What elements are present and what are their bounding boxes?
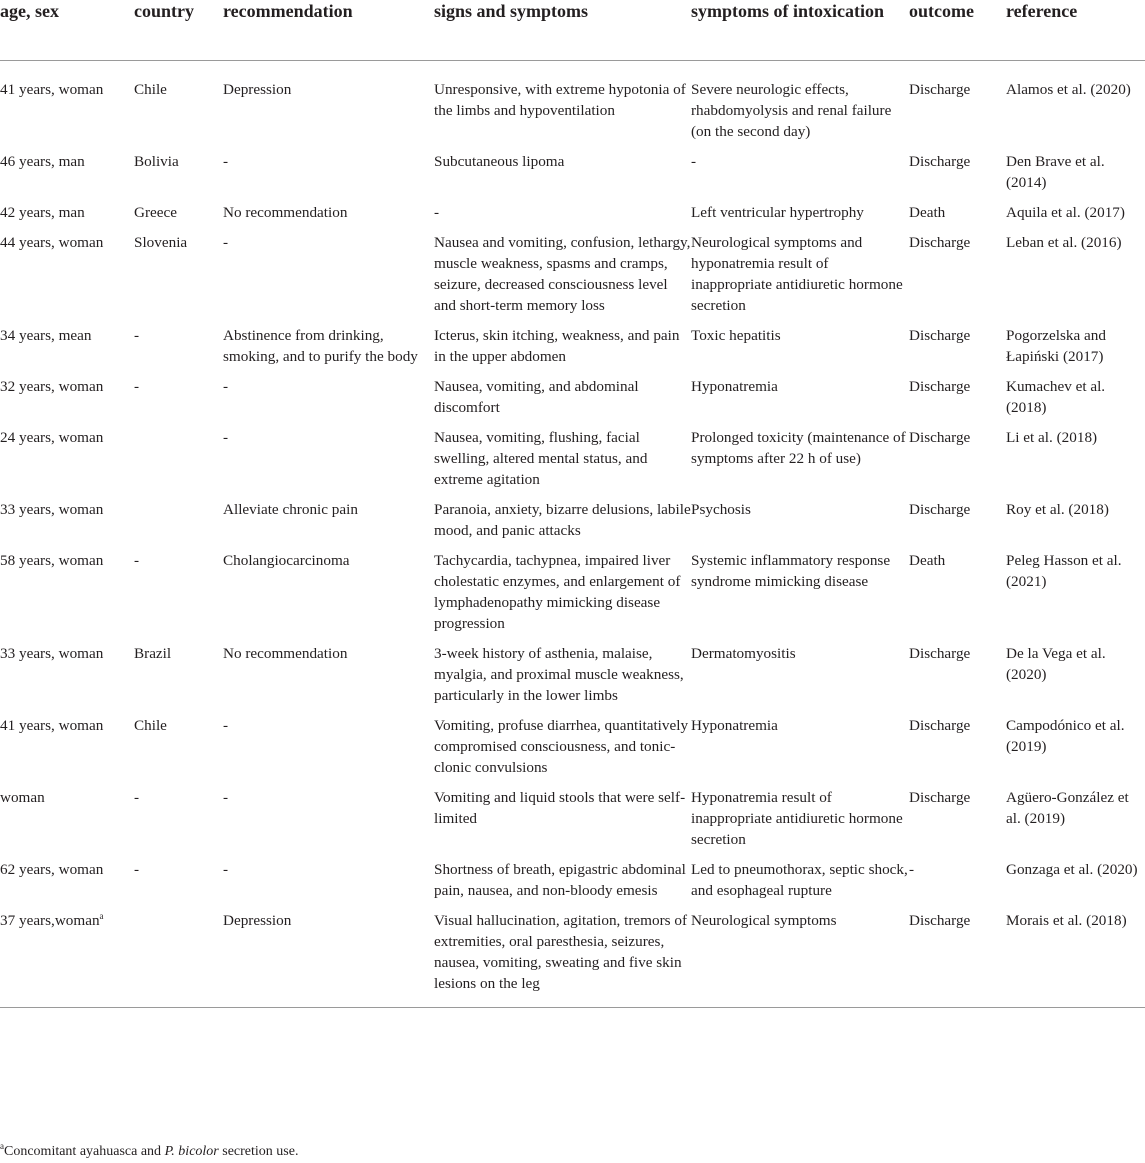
table-row xyxy=(0,715,1145,787)
cell-age-sex xyxy=(0,550,134,643)
cell-signs-symptoms-text: Vomiting and liquid stools that were self-limited xyxy=(434,788,686,827)
cell-intoxication-text: Toxic hepatitis xyxy=(691,326,781,344)
header-country: country xyxy=(134,0,223,60)
cell-country-text: Chile xyxy=(134,80,167,98)
cell-country-text: - xyxy=(134,551,140,569)
cell-reference xyxy=(1006,859,1145,910)
cell-reference-text: Den Brave et al. (2014) xyxy=(1006,152,1105,191)
cell-outcome-text: - xyxy=(909,860,915,878)
cell-intoxication xyxy=(691,787,909,859)
table-header xyxy=(0,0,1145,60)
cell-age-sex xyxy=(0,151,134,202)
cell-reference xyxy=(1006,151,1145,202)
cell-country-text: - xyxy=(134,788,140,806)
header-reference: reference xyxy=(1006,0,1145,60)
cell-signs-symptoms xyxy=(434,499,691,550)
cell-age-sex-text: 33 years, woman xyxy=(0,500,104,518)
cell-intoxication-text: Psychosis xyxy=(691,500,751,518)
cell-outcome-text: Death xyxy=(909,551,946,569)
cell-age-sex-text: 41 years, woman xyxy=(0,716,104,734)
cell-outcome-text: Discharge xyxy=(909,500,971,518)
cell-outcome xyxy=(909,787,1006,859)
cell-age-sex xyxy=(0,427,134,499)
table-row xyxy=(0,787,1145,859)
cell-signs-symptoms xyxy=(434,232,691,325)
cell-intoxication xyxy=(691,232,909,325)
cell-intoxication-text: Hyponatremia xyxy=(691,716,778,734)
cell-intoxication xyxy=(691,376,909,427)
cell-country xyxy=(134,151,223,202)
cell-reference-text: Alamos et al. (2020) xyxy=(1006,80,1131,98)
cell-age-sex-text: woman xyxy=(0,788,45,806)
cell-reference-text: Li et al. (2018) xyxy=(1006,428,1098,446)
cell-recommendation-text: - xyxy=(223,860,229,878)
cell-country-text: - xyxy=(134,377,140,395)
cell-signs-symptoms-text: Tachycardia, tachypnea, impaired liver cholestatic enzymes, and enlargement of lymphadenopathy mimicking disease progression xyxy=(434,551,681,632)
cell-recommendation-text: - xyxy=(223,788,229,806)
cell-age-sex xyxy=(0,787,134,859)
cell-age-sex-text: 24 years, woman xyxy=(0,428,104,446)
cell-intoxication-text: Severe neurologic effects, rhabdomyolysis and renal failure (on the second day) xyxy=(691,80,892,140)
cell-age-sex xyxy=(0,910,134,1008)
cell-intoxication-text: Led to pneumothorax, septic shock, and esophageal rupture xyxy=(691,860,908,899)
cell-signs-symptoms xyxy=(434,550,691,643)
cell-reference-text: Campodónico et al. (2019) xyxy=(1006,716,1125,755)
cell-signs-symptoms-text: Unresponsive, with extreme hypotonia of the limbs and hypoventilation xyxy=(434,80,686,119)
table-row xyxy=(0,643,1145,715)
cell-outcome-text: Discharge xyxy=(909,716,971,734)
cell-intoxication-text: Left ventricular hypertrophy xyxy=(691,203,864,221)
cell-reference xyxy=(1006,910,1145,1008)
cell-reference-text: Aquila et al. (2017) xyxy=(1006,203,1125,221)
cell-age-sex-text: 58 years, woman xyxy=(0,551,104,569)
cell-recommendation xyxy=(223,151,434,202)
cell-outcome-text: Discharge xyxy=(909,644,971,662)
table-row xyxy=(0,499,1145,550)
cell-recommendation xyxy=(223,859,434,910)
cell-reference-text: Morais et al. (2018) xyxy=(1006,911,1127,929)
cell-reference-text: Kumachev et al. (2018) xyxy=(1006,377,1106,416)
cell-signs-symptoms xyxy=(434,376,691,427)
cell-country xyxy=(134,787,223,859)
cell-country xyxy=(134,232,223,325)
cell-country-text: - xyxy=(134,326,140,344)
cell-recommendation-text: - xyxy=(223,233,229,251)
cell-country xyxy=(134,376,223,427)
table-row xyxy=(0,202,1145,232)
cell-outcome-text: Discharge xyxy=(909,377,971,395)
cell-country-text: Slovenia xyxy=(134,233,188,251)
cell-recommendation-text: Abstinence from drinking, smoking, and to purify the body xyxy=(223,326,418,365)
cell-recommendation-text: - xyxy=(223,152,229,170)
cell-recommendation xyxy=(223,550,434,643)
cell-outcome xyxy=(909,60,1006,151)
cell-intoxication xyxy=(691,325,909,376)
cell-outcome xyxy=(909,232,1006,325)
cell-recommendation-text: - xyxy=(223,428,229,446)
cell-reference xyxy=(1006,550,1145,643)
cell-intoxication-text: Hyponatremia xyxy=(691,377,778,395)
cell-intoxication-text: Neurological symptoms and hyponatremia result of inappropriate antidiuretic hormone secretion xyxy=(691,233,903,314)
table-footnote xyxy=(0,1143,298,1161)
cell-country-text: Bolivia xyxy=(134,152,179,170)
cell-country xyxy=(134,550,223,643)
header-row xyxy=(0,0,1145,60)
cell-signs-symptoms-text: Visual hallucination, agitation, tremors of extremities, oral paresthesia, seizures, nausea, vomiting, sweating and five skin lesions on the leg xyxy=(434,911,687,992)
cell-signs-symptoms xyxy=(434,151,691,202)
cell-country xyxy=(134,427,223,499)
table-row xyxy=(0,60,1145,151)
cell-reference xyxy=(1006,232,1145,325)
cell-reference xyxy=(1006,787,1145,859)
cell-country-text: Brazil xyxy=(134,644,172,662)
cell-reference xyxy=(1006,715,1145,787)
cell-intoxication-text: - xyxy=(691,152,697,170)
cell-intoxication-text: Systemic inflammatory response syndrome mimicking disease xyxy=(691,551,891,590)
cell-reference xyxy=(1006,643,1145,715)
cell-signs-symptoms-text: Subcutaneous lipoma xyxy=(434,152,565,170)
cell-reference xyxy=(1006,325,1145,376)
table-row xyxy=(0,151,1145,202)
cell-age-sex xyxy=(0,325,134,376)
cell-recommendation xyxy=(223,499,434,550)
cell-signs-symptoms-text: Paranoia, anxiety, bizarre delusions, labile mood, and panic attacks xyxy=(434,500,691,539)
cell-recommendation-text: - xyxy=(223,377,229,395)
cell-country xyxy=(134,643,223,715)
cell-recommendation xyxy=(223,376,434,427)
table-row xyxy=(0,376,1145,427)
cell-outcome xyxy=(909,376,1006,427)
cell-age-sex-text: 44 years, woman xyxy=(0,233,104,251)
cell-country xyxy=(134,715,223,787)
cell-signs-symptoms-text: Nausea, vomiting, and abdominal discomfort xyxy=(434,377,639,416)
cell-age-sex xyxy=(0,643,134,715)
cell-outcome xyxy=(909,202,1006,232)
cell-outcome xyxy=(909,910,1006,1008)
cell-recommendation-text: Depression xyxy=(223,80,292,98)
cell-age-sex-text: 37 years,woman xyxy=(0,911,100,929)
cell-intoxication xyxy=(691,643,909,715)
cell-outcome-text: Discharge xyxy=(909,911,971,929)
cell-age-sex xyxy=(0,859,134,910)
cell-intoxication-text: Hyponatremia result of inappropriate antidiuretic hormone secretion xyxy=(691,788,903,848)
cell-country xyxy=(134,499,223,550)
header-recommendation: recommendation xyxy=(223,0,434,60)
cell-age-sex xyxy=(0,232,134,325)
cell-outcome-text: Discharge xyxy=(909,326,971,344)
cell-recommendation xyxy=(223,202,434,232)
cell-outcome xyxy=(909,859,1006,910)
table-row xyxy=(0,910,1145,1008)
cell-recommendation xyxy=(223,427,434,499)
cell-recommendation xyxy=(223,910,434,1008)
cell-outcome xyxy=(909,151,1006,202)
cell-recommendation-text: Alleviate chronic pain xyxy=(223,500,358,518)
cell-reference xyxy=(1006,202,1145,232)
cell-outcome xyxy=(909,325,1006,376)
cell-signs-symptoms-text: - xyxy=(434,203,440,221)
cell-intoxication xyxy=(691,151,909,202)
cell-signs-symptoms xyxy=(434,325,691,376)
cell-age-sex xyxy=(0,202,134,232)
cell-intoxication xyxy=(691,499,909,550)
header-symptoms-of-intoxication: symptoms of intoxication xyxy=(691,0,909,60)
cell-age-sex-text: 32 years, woman xyxy=(0,377,104,395)
cell-country-text: Chile xyxy=(134,716,167,734)
cell-age-sex-text: 34 years, mean xyxy=(0,326,92,344)
cell-intoxication xyxy=(691,202,909,232)
cell-recommendation-text: - xyxy=(223,716,229,734)
cell-recommendation xyxy=(223,325,434,376)
cell-country xyxy=(134,60,223,151)
cell-signs-symptoms xyxy=(434,643,691,715)
cell-signs-symptoms xyxy=(434,715,691,787)
cell-age-sex xyxy=(0,715,134,787)
cell-recommendation xyxy=(223,715,434,787)
cell-age-sex xyxy=(0,499,134,550)
cell-country-text: Greece xyxy=(134,203,177,221)
cell-reference xyxy=(1006,376,1145,427)
cell-recommendation xyxy=(223,60,434,151)
cell-outcome-text: Discharge xyxy=(909,152,971,170)
cell-intoxication xyxy=(691,859,909,910)
cell-reference-text: De la Vega et al. (2020) xyxy=(1006,644,1106,683)
cell-recommendation-text: Depression xyxy=(223,911,292,929)
header-age-sex: age, sex xyxy=(0,0,134,60)
table-row xyxy=(0,859,1145,910)
cell-recommendation xyxy=(223,643,434,715)
cell-intoxication-text: Prolonged toxicity (maintenance of symptoms after 22 h of use) xyxy=(691,428,906,467)
table-row xyxy=(0,325,1145,376)
cell-intoxication-text: Dermatomyositis xyxy=(691,644,796,662)
cell-outcome-text: Discharge xyxy=(909,428,971,446)
cell-signs-symptoms xyxy=(434,910,691,1008)
cell-country-text: - xyxy=(134,860,140,878)
cell-outcome-text: Discharge xyxy=(909,788,971,806)
cell-signs-symptoms xyxy=(434,787,691,859)
cell-recommendation-text: No recommendation xyxy=(223,644,348,662)
cell-reference-text: Peleg Hasson et al. (2021) xyxy=(1006,551,1122,590)
cell-intoxication xyxy=(691,715,909,787)
cell-country xyxy=(134,325,223,376)
footnote-species: P. bicolor xyxy=(164,1144,219,1159)
cell-signs-symptoms-text: Vomiting, profuse diarrhea, quantitatively compromised consciousness, and tonic-clonic convulsions xyxy=(434,716,689,776)
header-outcome: outcome xyxy=(909,0,1006,60)
cell-signs-symptoms xyxy=(434,859,691,910)
header-signs-and-symptoms: signs and symptoms xyxy=(434,0,691,60)
cell-age-sex-text: 33 years, woman xyxy=(0,644,104,662)
cell-age-sex xyxy=(0,60,134,151)
cell-signs-symptoms xyxy=(434,202,691,232)
cell-signs-symptoms xyxy=(434,60,691,151)
cell-signs-symptoms-text: Nausea and vomiting, confusion, lethargy, muscle weakness, spasms and cramps, seizure, decreased consciousness level and short-term memory loss xyxy=(434,233,691,314)
cell-country xyxy=(134,202,223,232)
cell-intoxication xyxy=(691,427,909,499)
cell-age-sex-text: 42 years, man xyxy=(0,203,85,221)
table-row xyxy=(0,427,1145,499)
cell-age-sex xyxy=(0,376,134,427)
cell-reference xyxy=(1006,60,1145,151)
cell-intoxication xyxy=(691,910,909,1008)
footnote-mark: a xyxy=(0,1141,4,1151)
cell-signs-symptoms-text: Nausea, vomiting, flushing, facial swelling, altered mental status, and extreme agitation xyxy=(434,428,648,488)
table-row xyxy=(0,550,1145,643)
cell-outcome xyxy=(909,499,1006,550)
cell-reference-text: Agüero-González et al. (2019) xyxy=(1006,788,1129,827)
table-body xyxy=(0,60,1145,1007)
cell-recommendation xyxy=(223,232,434,325)
cell-outcome xyxy=(909,550,1006,643)
cell-country xyxy=(134,910,223,1008)
footnote-ref-mark: a xyxy=(99,910,104,921)
cell-intoxication-text: Neurological symptoms xyxy=(691,911,837,929)
cell-signs-symptoms-text: Shortness of breath, epigastric abdominal pain, nausea, and non-bloody emesis xyxy=(434,860,686,899)
cell-reference-text: Leban et al. (2016) xyxy=(1006,233,1122,251)
cell-outcome-text: Discharge xyxy=(909,80,971,98)
cell-age-sex-text: 46 years, man xyxy=(0,152,85,170)
cell-age-sex-text: 41 years, woman xyxy=(0,80,104,98)
footnote-text-before: Concomitant ayahuasca and xyxy=(4,1144,165,1159)
cell-reference-text: Gonzaga et al. (2020) xyxy=(1006,860,1138,878)
cell-signs-symptoms-text: 3-week history of asthenia, malaise, myalgia, and proximal muscle weakness, particularly in the lower limbs xyxy=(434,644,684,704)
cell-recommendation-text: No recommendation xyxy=(223,203,348,221)
cell-reference xyxy=(1006,499,1145,550)
cell-recommendation xyxy=(223,787,434,859)
cell-intoxication xyxy=(691,60,909,151)
cell-outcome xyxy=(909,643,1006,715)
cell-signs-symptoms xyxy=(434,427,691,499)
cell-country xyxy=(134,859,223,910)
cell-outcome xyxy=(909,715,1006,787)
cell-intoxication xyxy=(691,550,909,643)
cell-outcome-text: Death xyxy=(909,203,946,221)
cell-outcome xyxy=(909,427,1006,499)
cell-outcome-text: Discharge xyxy=(909,233,971,251)
table-row xyxy=(0,232,1145,325)
cell-reference xyxy=(1006,427,1145,499)
cell-reference-text: Pogorzelska and Łapiński (2017) xyxy=(1006,326,1106,365)
cell-recommendation-text: Cholangiocarcinoma xyxy=(223,551,350,569)
cell-age-sex-text: 62 years, woman xyxy=(0,860,104,878)
cell-signs-symptoms-text: Icterus, skin itching, weakness, and pain in the upper abdomen xyxy=(434,326,680,365)
footnote-text-after: secretion use. xyxy=(218,1144,299,1159)
cell-reference-text: Roy et al. (2018) xyxy=(1006,500,1109,518)
